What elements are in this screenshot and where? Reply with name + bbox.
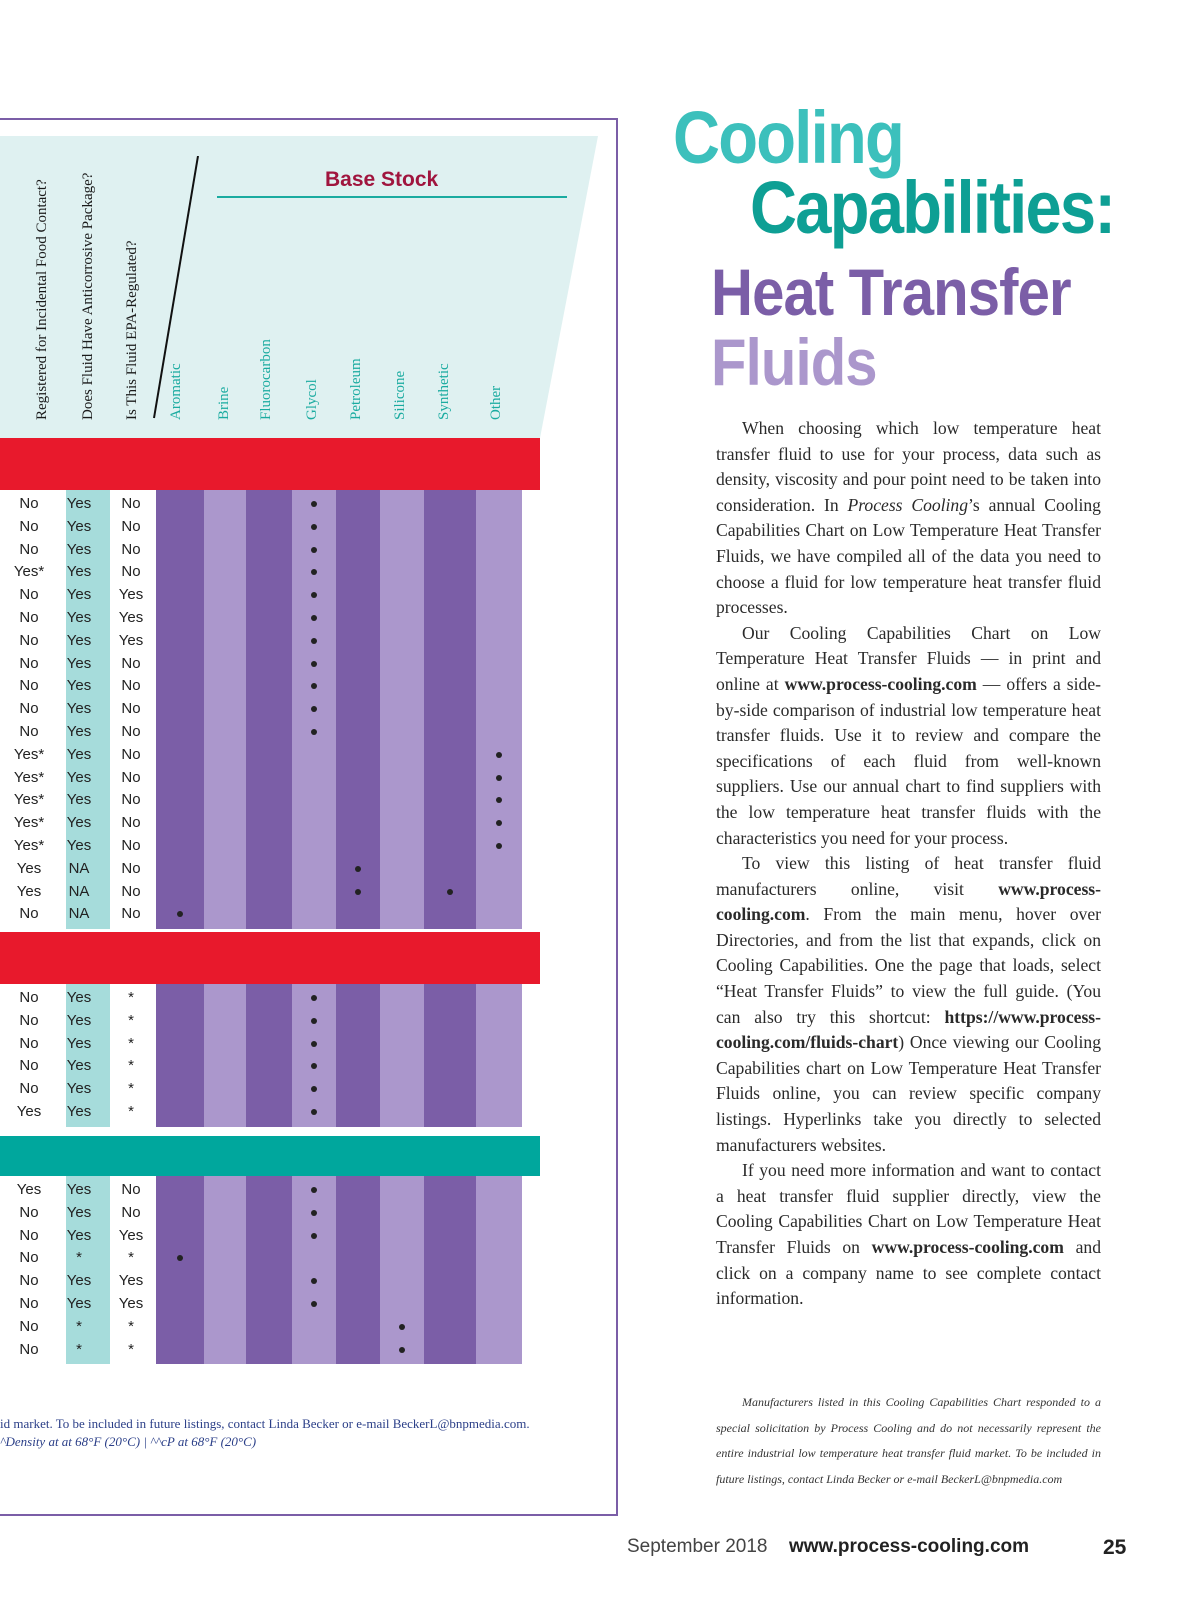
anticorrosive-cell: Yes <box>66 1295 92 1312</box>
anticorrosive-cell: Yes <box>66 1203 92 1221</box>
anticorrosive-cell: Yes <box>66 1034 92 1052</box>
epa-cell: No <box>121 654 141 672</box>
anticorrosive-cell: Yes <box>66 677 92 695</box>
page-footer <box>0 1536 1200 1566</box>
base-stock-title: Base Stock <box>325 168 439 191</box>
food-contact-cell: No <box>19 723 39 740</box>
base-stock-column-bg <box>424 984 476 1127</box>
anticorrosive-cell: Yes <box>66 814 92 832</box>
food-contact-cell: Yes <box>16 1103 42 1120</box>
base-stock-marker-glycol <box>311 638 317 644</box>
epa-cell: No <box>121 677 141 695</box>
anticorrosive-cell: Yes <box>66 1103 92 1120</box>
food-contact-cell: No <box>19 905 39 923</box>
food-contact-cell: No <box>19 540 39 558</box>
base-stock-column-bg <box>476 984 522 1127</box>
anticorrosive-cell: Yes <box>66 1181 92 1198</box>
epa-cell: No <box>121 791 141 809</box>
base-stock-marker-other <box>496 752 502 758</box>
epa-cell: * <box>128 1057 134 1075</box>
base-stock-column-bg <box>246 984 292 1127</box>
base-stock-column-bg <box>292 984 336 1127</box>
anticorrosive-cell: Yes <box>66 1080 92 1098</box>
base-stock-header-petroleum: Petroleum <box>348 358 364 420</box>
anticorrosive-cell: * <box>76 1317 82 1335</box>
food-contact-cell: Yes <box>16 1181 42 1198</box>
food-contact-cell: No <box>19 1317 39 1335</box>
epa-cell: No <box>121 700 141 718</box>
base-stock-column-bg <box>336 984 380 1127</box>
base-stock-marker-glycol <box>311 501 317 507</box>
food-contact-cell: No <box>19 586 39 604</box>
base-stock-marker-glycol <box>311 1041 317 1047</box>
epa-cell: No <box>121 837 141 854</box>
base-stock-column-bg <box>246 1176 292 1364</box>
manufacturers-note: Manufacturers listed in this Cooling Capabilities Chart responded to a special solicitation by Process Cooling and do not necessarily represent the entire industrial low temperature heat transfer fluid market. To be included in future listings, contact Linda Becker or e-mail BeckerL@bnpmedia.com <box>716 1395 1101 1486</box>
anticorrosive-cell: Yes <box>66 745 92 763</box>
food-contact-cell: No <box>19 1272 39 1290</box>
food-contact-cell: No <box>19 700 39 718</box>
anticorrosive-cell: * <box>76 1340 82 1358</box>
food-contact-cell: Yes* <box>13 837 45 854</box>
base-stock-marker-other <box>496 843 502 849</box>
epa-cell: * <box>128 1103 134 1120</box>
base-stock-header-aromatic: Aromatic <box>168 363 184 420</box>
base-stock-column-bg <box>424 490 476 929</box>
epa-cell: No <box>121 905 141 923</box>
article-title-line-4: Fluids <box>711 325 877 399</box>
anticorrosive-cell: Yes <box>66 540 92 558</box>
food-contact-cell: No <box>19 1249 39 1267</box>
anticorrosive-cell: Yes <box>66 837 92 854</box>
base-stock-marker-glycol <box>311 524 317 530</box>
article-body <box>716 416 1101 1312</box>
base-stock-marker-glycol <box>311 1210 317 1216</box>
food-contact-cell: No <box>19 1011 39 1029</box>
base-stock-marker-glycol <box>311 615 317 621</box>
anticorrosive-cell: Yes <box>66 768 92 786</box>
base-stock-column-bg <box>380 490 424 929</box>
food-contact-cell: No <box>19 989 39 1006</box>
anticorrosive-cell: Yes <box>66 791 92 809</box>
base-stock-column-bg <box>246 490 292 929</box>
base-stock-marker-glycol <box>311 1233 317 1239</box>
epa-cell: No <box>121 723 141 740</box>
food-contact-cell: Yes <box>16 882 42 900</box>
food-contact-cell: Yes* <box>13 745 45 763</box>
base-stock-rule <box>217 196 567 198</box>
anticorrosive-cell: Yes <box>66 654 92 672</box>
base-stock-header-brine: Brine <box>216 386 232 420</box>
article-title-line-1: Cooling <box>673 96 904 179</box>
food-contact-cell: No <box>19 1057 39 1075</box>
anticorrosive-cell: Yes <box>66 1272 92 1290</box>
base-stock-column-bg <box>292 1176 336 1364</box>
base-stock-column-bg <box>204 490 246 929</box>
anticorrosive-cell: NA <box>68 905 90 923</box>
base-stock-marker-petroleum <box>355 866 361 872</box>
epa-cell: * <box>128 1011 134 1029</box>
article-title-line-2: Capabilities: <box>750 166 1115 249</box>
food-contact-cell: No <box>19 631 39 649</box>
epa-cell: * <box>128 989 134 1006</box>
base-stock-marker-other <box>496 775 502 781</box>
base-stock-column-bg <box>424 1176 476 1364</box>
anticorrosive-cell: NA <box>68 882 90 900</box>
header-anticorrosive: Does Fluid Have Anticorrosive Package? <box>80 172 96 420</box>
epa-cell: No <box>121 1203 141 1221</box>
food-contact-cell: No <box>19 609 39 626</box>
epa-cell: * <box>128 1249 134 1267</box>
base-stock-header-other: Other <box>488 385 504 420</box>
food-contact-cell: No <box>19 654 39 672</box>
food-contact-cell: No <box>19 1340 39 1358</box>
food-contact-cell: Yes <box>16 859 42 877</box>
epa-cell: Yes <box>118 1272 144 1290</box>
base-stock-marker-glycol <box>311 547 317 553</box>
base-stock-column-bg <box>156 984 204 1127</box>
epa-cell: * <box>128 1034 134 1052</box>
food-contact-cell: No <box>19 677 39 695</box>
website-link[interactable]: www.process-cooling.com <box>784 673 977 694</box>
base-stock-header-synthetic: Synthetic <box>436 363 452 420</box>
epa-cell: No <box>121 495 141 512</box>
base-stock-column-bg <box>476 1176 522 1364</box>
epa-cell: Yes <box>118 609 144 626</box>
base-stock-marker-synthetic <box>447 889 453 895</box>
epa-cell: Yes <box>118 1226 144 1244</box>
paragraph-4: If you need more information and want to contact a heat transfer fluid supplier directly, view the Cooling Capabilities Chart on Low Temperature Heat Transfer Fluids on www.process-cooling.com and click on a company name to see complete contact information. <box>716 1160 1101 1309</box>
epa-cell: No <box>121 563 141 581</box>
base-stock-header-silicone: Silicone <box>392 370 408 420</box>
website-link[interactable]: www.process-cooling.com <box>871 1237 1064 1257</box>
header-food-contact: Registered for Incidental Food Contact? <box>34 179 50 420</box>
epa-cell: * <box>128 1340 134 1358</box>
base-stock-marker-glycol <box>311 995 317 1001</box>
base-stock-marker-glycol <box>311 661 317 667</box>
food-contact-cell: No <box>19 517 39 535</box>
food-contact-cell: Yes* <box>13 791 45 809</box>
base-stock-marker-glycol <box>311 1109 317 1115</box>
anticorrosive-cell: Yes <box>66 586 92 604</box>
epa-cell: No <box>121 882 141 900</box>
epa-cell: No <box>121 859 141 877</box>
footer-date: September 2018 <box>627 1536 768 1557</box>
anticorrosive-cell: Yes <box>66 1057 92 1075</box>
anticorrosive-cell: Yes <box>66 1226 92 1244</box>
anticorrosive-cell: Yes <box>66 700 92 718</box>
food-contact-cell: No <box>19 1080 39 1098</box>
anticorrosive-cell: Yes <box>66 989 92 1006</box>
food-contact-cell: Yes* <box>13 814 45 832</box>
base-stock-column-bg <box>336 490 380 929</box>
epa-cell: Yes <box>118 586 144 604</box>
epa-cell: No <box>121 745 141 763</box>
epa-cell: No <box>121 540 141 558</box>
base-stock-column-bg <box>204 984 246 1127</box>
anticorrosive-cell: Yes <box>66 631 92 649</box>
paragraph-3: To view this listing of heat transfer fluid manufacturers online, visit www.process-cooling.com. From the main menu, hover over Directories, and from the list that expands, click on Cooling Capabilities. One the page that loads, select “Heat Transfer Fluids” to view the full guide. (You can also try this shortcut: https://www.process-cooling.com/fluids-chart) Once viewing our Cooling Capabilities chart on Low Temperature Heat Transfer Fluids online, you can review specific company listings. Hyperlinks take you directly to selected manufacturers websites. <box>716 853 1101 1155</box>
epa-cell: No <box>121 517 141 535</box>
article-title-line-3: Heat Transfer <box>711 255 1071 329</box>
anticorrosive-cell: Yes <box>66 1011 92 1029</box>
base-stock-header-glycol: Glycol <box>304 379 320 420</box>
anticorrosive-cell: NA <box>68 859 90 877</box>
food-contact-cell: No <box>19 1203 39 1221</box>
base-stock-column-bg <box>336 1176 380 1364</box>
epa-cell: No <box>121 1181 141 1198</box>
base-stock-marker-glycol <box>311 1187 317 1193</box>
section-header-band <box>0 438 540 490</box>
food-contact-cell: Yes* <box>13 768 45 786</box>
base-stock-column-bg <box>476 490 522 929</box>
anticorrosive-cell: Yes <box>66 723 92 740</box>
fluids-chart-link[interactable]: https://www.process-cooling.com/fluids-chart <box>716 1006 1101 1053</box>
base-stock-header-fluorocarbon: Fluorocarbon <box>258 339 274 420</box>
base-stock-marker-glycol <box>311 1018 317 1024</box>
section-header-band <box>0 1136 540 1176</box>
epa-cell: No <box>121 768 141 786</box>
epa-cell: * <box>128 1080 134 1098</box>
base-stock-column-bg <box>156 1176 204 1364</box>
base-stock-marker-petroleum <box>355 889 361 895</box>
chart-table-panel <box>0 118 618 1516</box>
food-contact-cell: No <box>19 1034 39 1052</box>
footer-url[interactable]: www.process-cooling.com <box>789 1536 1030 1557</box>
base-stock-column-bg <box>380 1176 424 1364</box>
base-stock-column-bg <box>156 490 204 929</box>
header-epa-regulated: Is This Fluid EPA-Regulated? <box>124 240 140 420</box>
anticorrosive-cell: * <box>76 1249 82 1267</box>
paragraph-1: When choosing which low temperature heat transfer fluid to use for your process, data such as density, viscosity and pour point need to be taken into consideration. In Process Cooling’s annual Cooling Capabilities Chart on Low Temperature Heat Transfer Fluids, we have compiled all of the data you need to choose a fluid for low temperature heat transfer fluid processes. <box>716 418 1101 618</box>
website-link[interactable]: www.process-cooling.com <box>716 878 1101 925</box>
food-contact-cell: No <box>19 1295 39 1312</box>
page-number: 25 <box>1103 1536 1127 1559</box>
epa-cell: * <box>128 1317 134 1335</box>
base-stock-column-bg <box>204 1176 246 1364</box>
anticorrosive-cell: Yes <box>66 563 92 581</box>
epa-cell: Yes <box>118 1295 144 1312</box>
anticorrosive-cell: Yes <box>66 495 92 512</box>
food-contact-cell: No <box>19 495 39 512</box>
epa-cell: Yes <box>118 631 144 649</box>
food-contact-cell: No <box>19 1226 39 1244</box>
anticorrosive-cell: Yes <box>66 609 92 626</box>
base-stock-marker-silicone <box>399 1324 405 1330</box>
base-stock-marker-silicone <box>399 1347 405 1353</box>
epa-cell: No <box>121 814 141 832</box>
base-stock-column-bg <box>380 984 424 1127</box>
base-stock-marker-glycol <box>311 1301 317 1307</box>
base-stock-marker-glycol <box>311 729 317 735</box>
paragraph-2: Our Cooling Capabilities Chart on Low Temperature Heat Transfer Fluids — in print and online at www.process-cooling.com — offers a side-by-side comparison of industrial low temperature heat transfer fluids. Use it to review and compare the specifications of each fluid from well-known suppliers. Use our annual chart to find suppliers with the low temperature heat transfer fluids with the characteristics you need for your process. <box>716 622 1101 848</box>
section-header-band <box>0 932 540 984</box>
food-contact-cell: Yes* <box>13 563 45 581</box>
table-footnote-2: ^Density at at 68°F (20°C) | ^^cP at 68°F (20°C) <box>0 1434 257 1449</box>
table-footnote-1: id market. To be included in future listings, contact Linda Becker or e-mail BeckerL@bnpmedia.com. <box>0 1416 530 1431</box>
anticorrosive-cell: Yes <box>66 517 92 535</box>
